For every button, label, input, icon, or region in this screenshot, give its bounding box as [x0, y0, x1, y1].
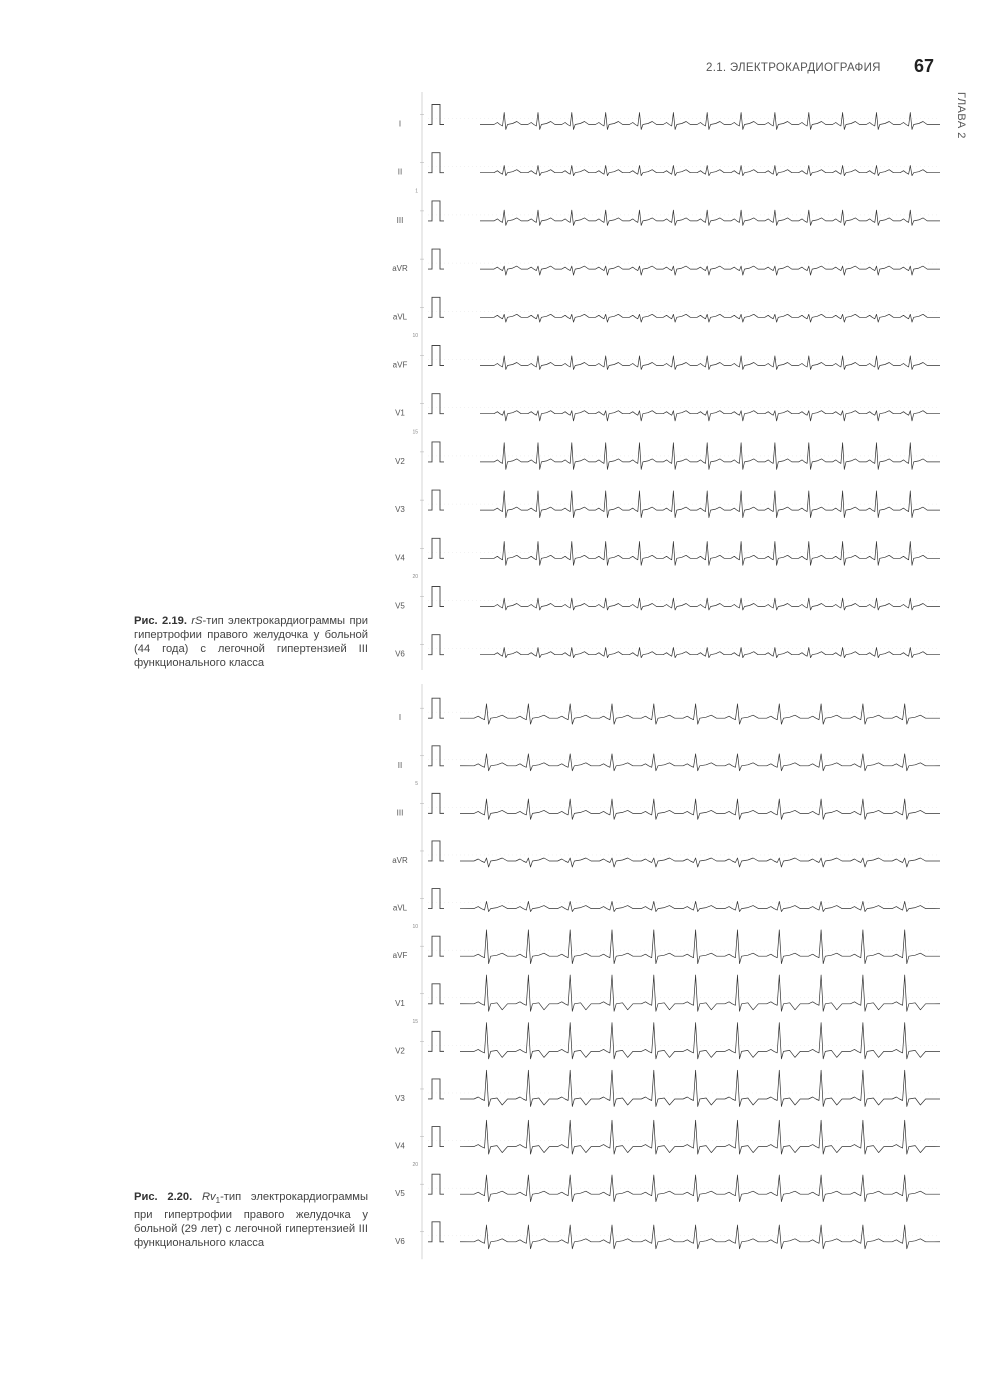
- lead-label: V5: [395, 1189, 405, 1199]
- ecg-trace: [480, 166, 940, 176]
- ecg-lead-avf: [393, 346, 940, 370]
- calibration-pulse: [428, 1127, 444, 1147]
- calibration-pulse: [428, 841, 444, 861]
- ecg-lead-i: [399, 698, 940, 724]
- ecg-trace: [480, 266, 940, 275]
- calibration-pulse: [428, 201, 444, 221]
- ecg-figure-2-19: [380, 90, 960, 670]
- calibration-pulse: [428, 936, 444, 956]
- lead-label: II: [397, 167, 403, 177]
- ecg-lead-i: [399, 105, 940, 130]
- ecg-trace: [460, 799, 940, 819]
- ecg-lead-v2: [395, 1023, 940, 1059]
- ecg-trace: [460, 1070, 940, 1106]
- figure-caption-2-19: [134, 614, 368, 670]
- lead-label: V5: [395, 601, 405, 611]
- ecg-lead-v5: [395, 1174, 940, 1202]
- scale-mark: 5: [415, 781, 418, 788]
- ecg-figure-2-20: [380, 682, 960, 1276]
- ecg-trace: [480, 356, 940, 370]
- caption-text: -тип электрокардиограммы при гипертрофии правого желудочка у больной (44 года) с легочной гипертензией III функционального класса: [134, 615, 369, 669]
- ecg-lead-ii: [398, 153, 940, 177]
- lead-label: V4: [395, 553, 405, 563]
- ecg-lead-v3: [395, 490, 940, 517]
- ecg-lead-v1: [395, 394, 940, 421]
- ecg-trace: [460, 1225, 940, 1249]
- ecg-trace: [480, 411, 940, 421]
- running-title: 2.1. ЭЛЕКТРОКАРДИОГРАФИЯ: [706, 62, 881, 74]
- calibration-pulse: [428, 587, 444, 607]
- ecg-lead-iii: [397, 201, 940, 225]
- ecg-trace: [480, 598, 940, 610]
- ecg-trace: [460, 1023, 940, 1059]
- calibration-pulse: [428, 490, 444, 510]
- scale-mark: 10: [412, 333, 418, 339]
- lead-label: I: [398, 119, 402, 129]
- lead-label: aVR: [392, 264, 408, 274]
- lead-label: III: [396, 808, 404, 818]
- lead-label: aVL: [392, 312, 408, 322]
- ecg-plot-2-19: [380, 90, 960, 670]
- page-number: 67: [914, 56, 935, 76]
- chapter-tab: ГЛАВА 2: [955, 92, 967, 139]
- scale-mark: 10: [412, 924, 418, 930]
- calibration-pulse: [428, 793, 444, 813]
- ecg-lead-avr: [392, 249, 940, 275]
- figure-caption-2-20: [134, 1190, 368, 1250]
- lead-label: V3: [395, 1093, 405, 1103]
- ecg-trace: [480, 314, 940, 322]
- calibration-pulse: [428, 1031, 444, 1051]
- lead-label: V2: [395, 1046, 405, 1056]
- ecg-trace: [460, 754, 940, 771]
- lead-label: V1: [395, 998, 405, 1008]
- ecg-lead-v6: [395, 635, 940, 659]
- lead-label: II: [397, 760, 403, 770]
- ecg-lead-v4: [395, 538, 940, 565]
- lead-label: aVL: [392, 903, 408, 913]
- ecg-lead-v3: [395, 1070, 940, 1106]
- calibration-pulse: [428, 984, 444, 1004]
- calibration-pulse: [428, 249, 444, 269]
- ecg-lead-avl: [393, 297, 940, 322]
- ecg-lead-v4: [395, 1120, 940, 1154]
- ecg-trace: [480, 210, 940, 225]
- lead-label: V2: [395, 456, 405, 466]
- ecg-lead-avf: [393, 930, 940, 964]
- ecg-trace: [460, 901, 940, 911]
- calibration-pulse: [428, 698, 444, 718]
- ecg-trace: [480, 113, 940, 130]
- lead-label: III: [396, 215, 404, 225]
- calibration-pulse: [428, 1222, 444, 1242]
- caption-text: -тип электрокардиограммы при гипертрофии правого желудочка у больной (29 лет) с легочной гипертензией III функционального класса: [134, 1191, 368, 1250]
- caption-label: Рис. 2.20.: [134, 1191, 193, 1203]
- caption-italic-term: Rv: [201, 1191, 216, 1203]
- ecg-trace: [480, 648, 940, 658]
- ecg-lead-avl: [393, 889, 940, 913]
- ecg-trace: [460, 930, 940, 964]
- lead-label: V1: [395, 408, 405, 418]
- lead-label: aVF: [392, 360, 408, 370]
- lead-label: aVF: [392, 951, 408, 961]
- calibration-pulse: [428, 538, 444, 558]
- lead-label: V6: [395, 1236, 405, 1246]
- ecg-trace: [460, 1120, 940, 1154]
- calibration-pulse: [428, 635, 444, 655]
- caption-subscript: 1: [215, 1196, 221, 1206]
- scale-mark: 15: [412, 429, 418, 436]
- calibration-pulse: [428, 153, 444, 173]
- lead-label: aVR: [392, 855, 408, 865]
- lead-label: V6: [395, 649, 405, 659]
- ecg-lead-iii: [397, 793, 940, 819]
- lead-label: V4: [395, 1141, 405, 1151]
- ecg-trace: [460, 975, 940, 1011]
- ecg-lead-v6: [395, 1222, 940, 1249]
- lead-label: I: [398, 713, 402, 723]
- ecg-lead-ii: [398, 746, 940, 771]
- caption-label: Рис. 2.19.: [134, 615, 187, 627]
- calibration-pulse: [428, 746, 444, 766]
- ecg-lead-v1: [395, 975, 940, 1011]
- caption-italic-term: rS: [191, 615, 203, 627]
- ecg-plot-2-20: [380, 682, 960, 1276]
- ecg-trace: [460, 704, 940, 724]
- calibration-pulse: [428, 442, 444, 462]
- scale-mark: 15: [412, 1019, 418, 1026]
- calibration-pulse: [428, 297, 444, 317]
- calibration-pulse: [428, 889, 444, 909]
- calibration-pulse: [428, 1079, 444, 1099]
- scale-mark: 1: [415, 188, 418, 195]
- calibration-pulse: [428, 346, 444, 366]
- calibration-pulse: [428, 105, 444, 125]
- ecg-trace: [460, 858, 940, 867]
- ecg-lead-v2: [395, 442, 940, 469]
- scale-mark: 20: [412, 1162, 418, 1168]
- ecg-lead-v5: [395, 587, 940, 611]
- calibration-pulse: [428, 394, 444, 414]
- calibration-pulse: [428, 1174, 444, 1194]
- lead-label: V3: [395, 505, 405, 515]
- ecg-trace: [480, 542, 940, 566]
- scale-mark: 20: [412, 574, 418, 580]
- ecg-lead-avr: [392, 841, 940, 867]
